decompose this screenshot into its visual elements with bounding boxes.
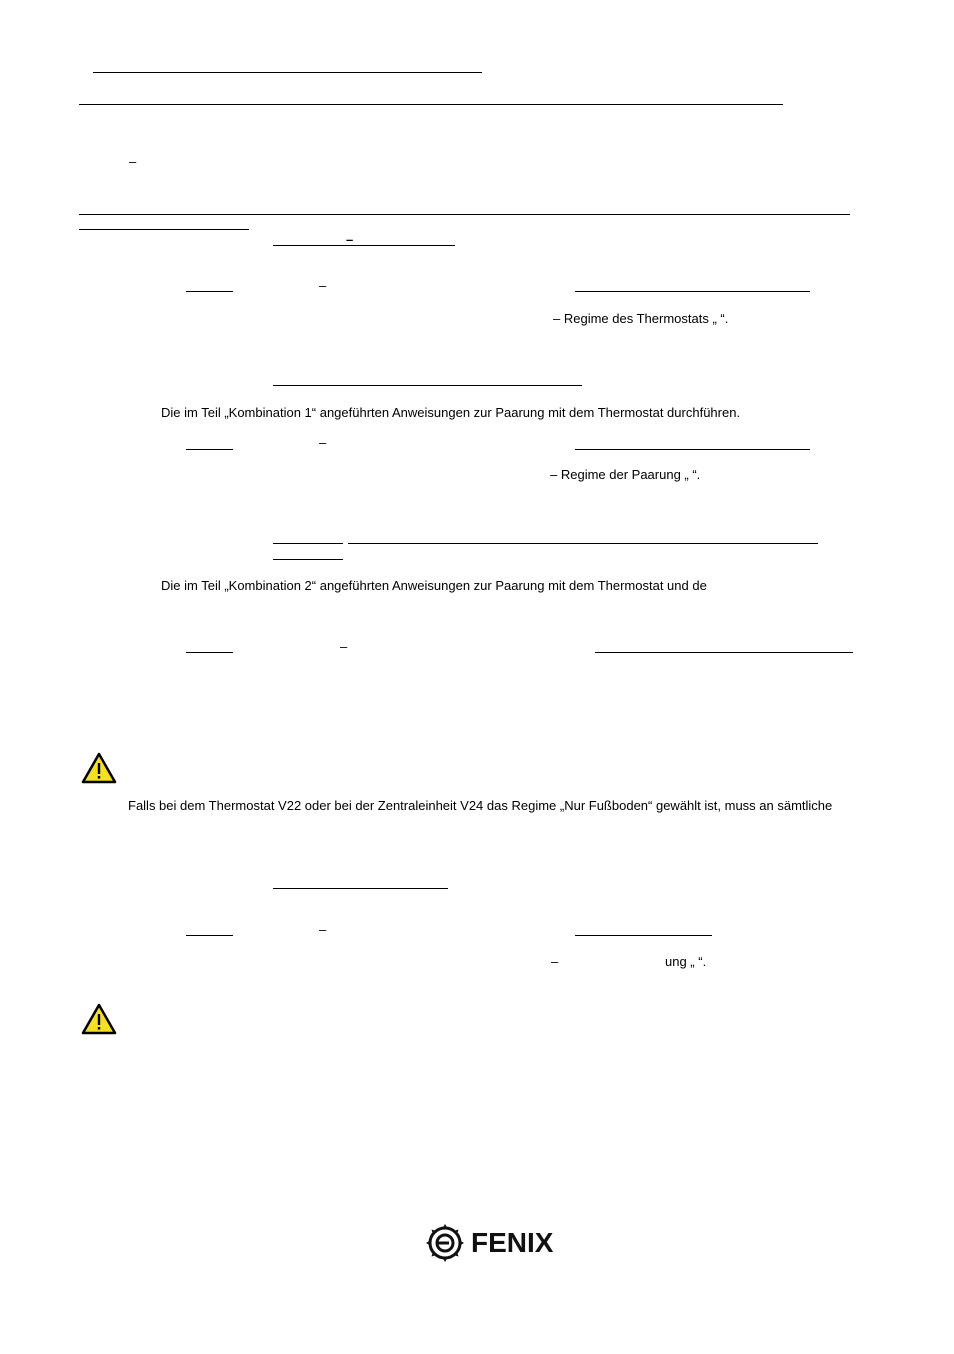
underline-rule [575,935,712,936]
dash-text: – [319,278,327,293]
underline-rule [273,888,448,889]
dash-text: – [551,954,559,969]
fenix-logo [425,1222,565,1264]
regime-thermostat-text: – Regime des Thermostats „ “. [553,311,729,326]
underline-rule [575,291,810,292]
kombination-2-text: Die im Teil „Kombination 2“ angeführten Anweisungen zur Paarung mit dem Thermostat und de [161,578,707,593]
underline-rule [186,449,233,450]
fenix-emblem-icon [425,1223,465,1263]
underline-rule [273,245,455,246]
underline-rule [79,104,783,105]
underline-rule [93,72,482,73]
kombination-1-text: Die im Teil „Kombination 1“ angeführten Anweisungen zur Paarung mit dem Thermostat durchführen. [161,405,741,420]
dash-text: – [129,154,137,169]
dash-text: – [340,639,348,654]
underline-rule [273,543,343,544]
ung-text: ung „ “. [665,954,707,969]
warning-icon [81,752,117,784]
underline-rule [79,229,249,230]
underline-rule [575,449,810,450]
underline-rule [273,385,582,386]
warning-icon [81,1003,117,1035]
dash-text: – [319,435,327,450]
falls-text: Falls bei dem Thermostat V22 oder bei der Zentraleinheit V24 das Regime „Nur Fußboden“ gewählt ist, muss an sämtliche [128,798,833,813]
fenix-logo-text: FENIX [471,1227,554,1258]
dash-text: – [346,232,354,247]
underline-rule [273,559,343,560]
underline-rule [186,652,233,653]
underline-rule [348,543,818,544]
dash-text: – [319,922,327,937]
underline-rule [186,291,233,292]
underline-rule [186,935,233,936]
underline-rule [79,214,850,215]
underline-rule [595,652,853,653]
regime-paarung-text: – Regime der Paarung „ “. [550,467,701,482]
